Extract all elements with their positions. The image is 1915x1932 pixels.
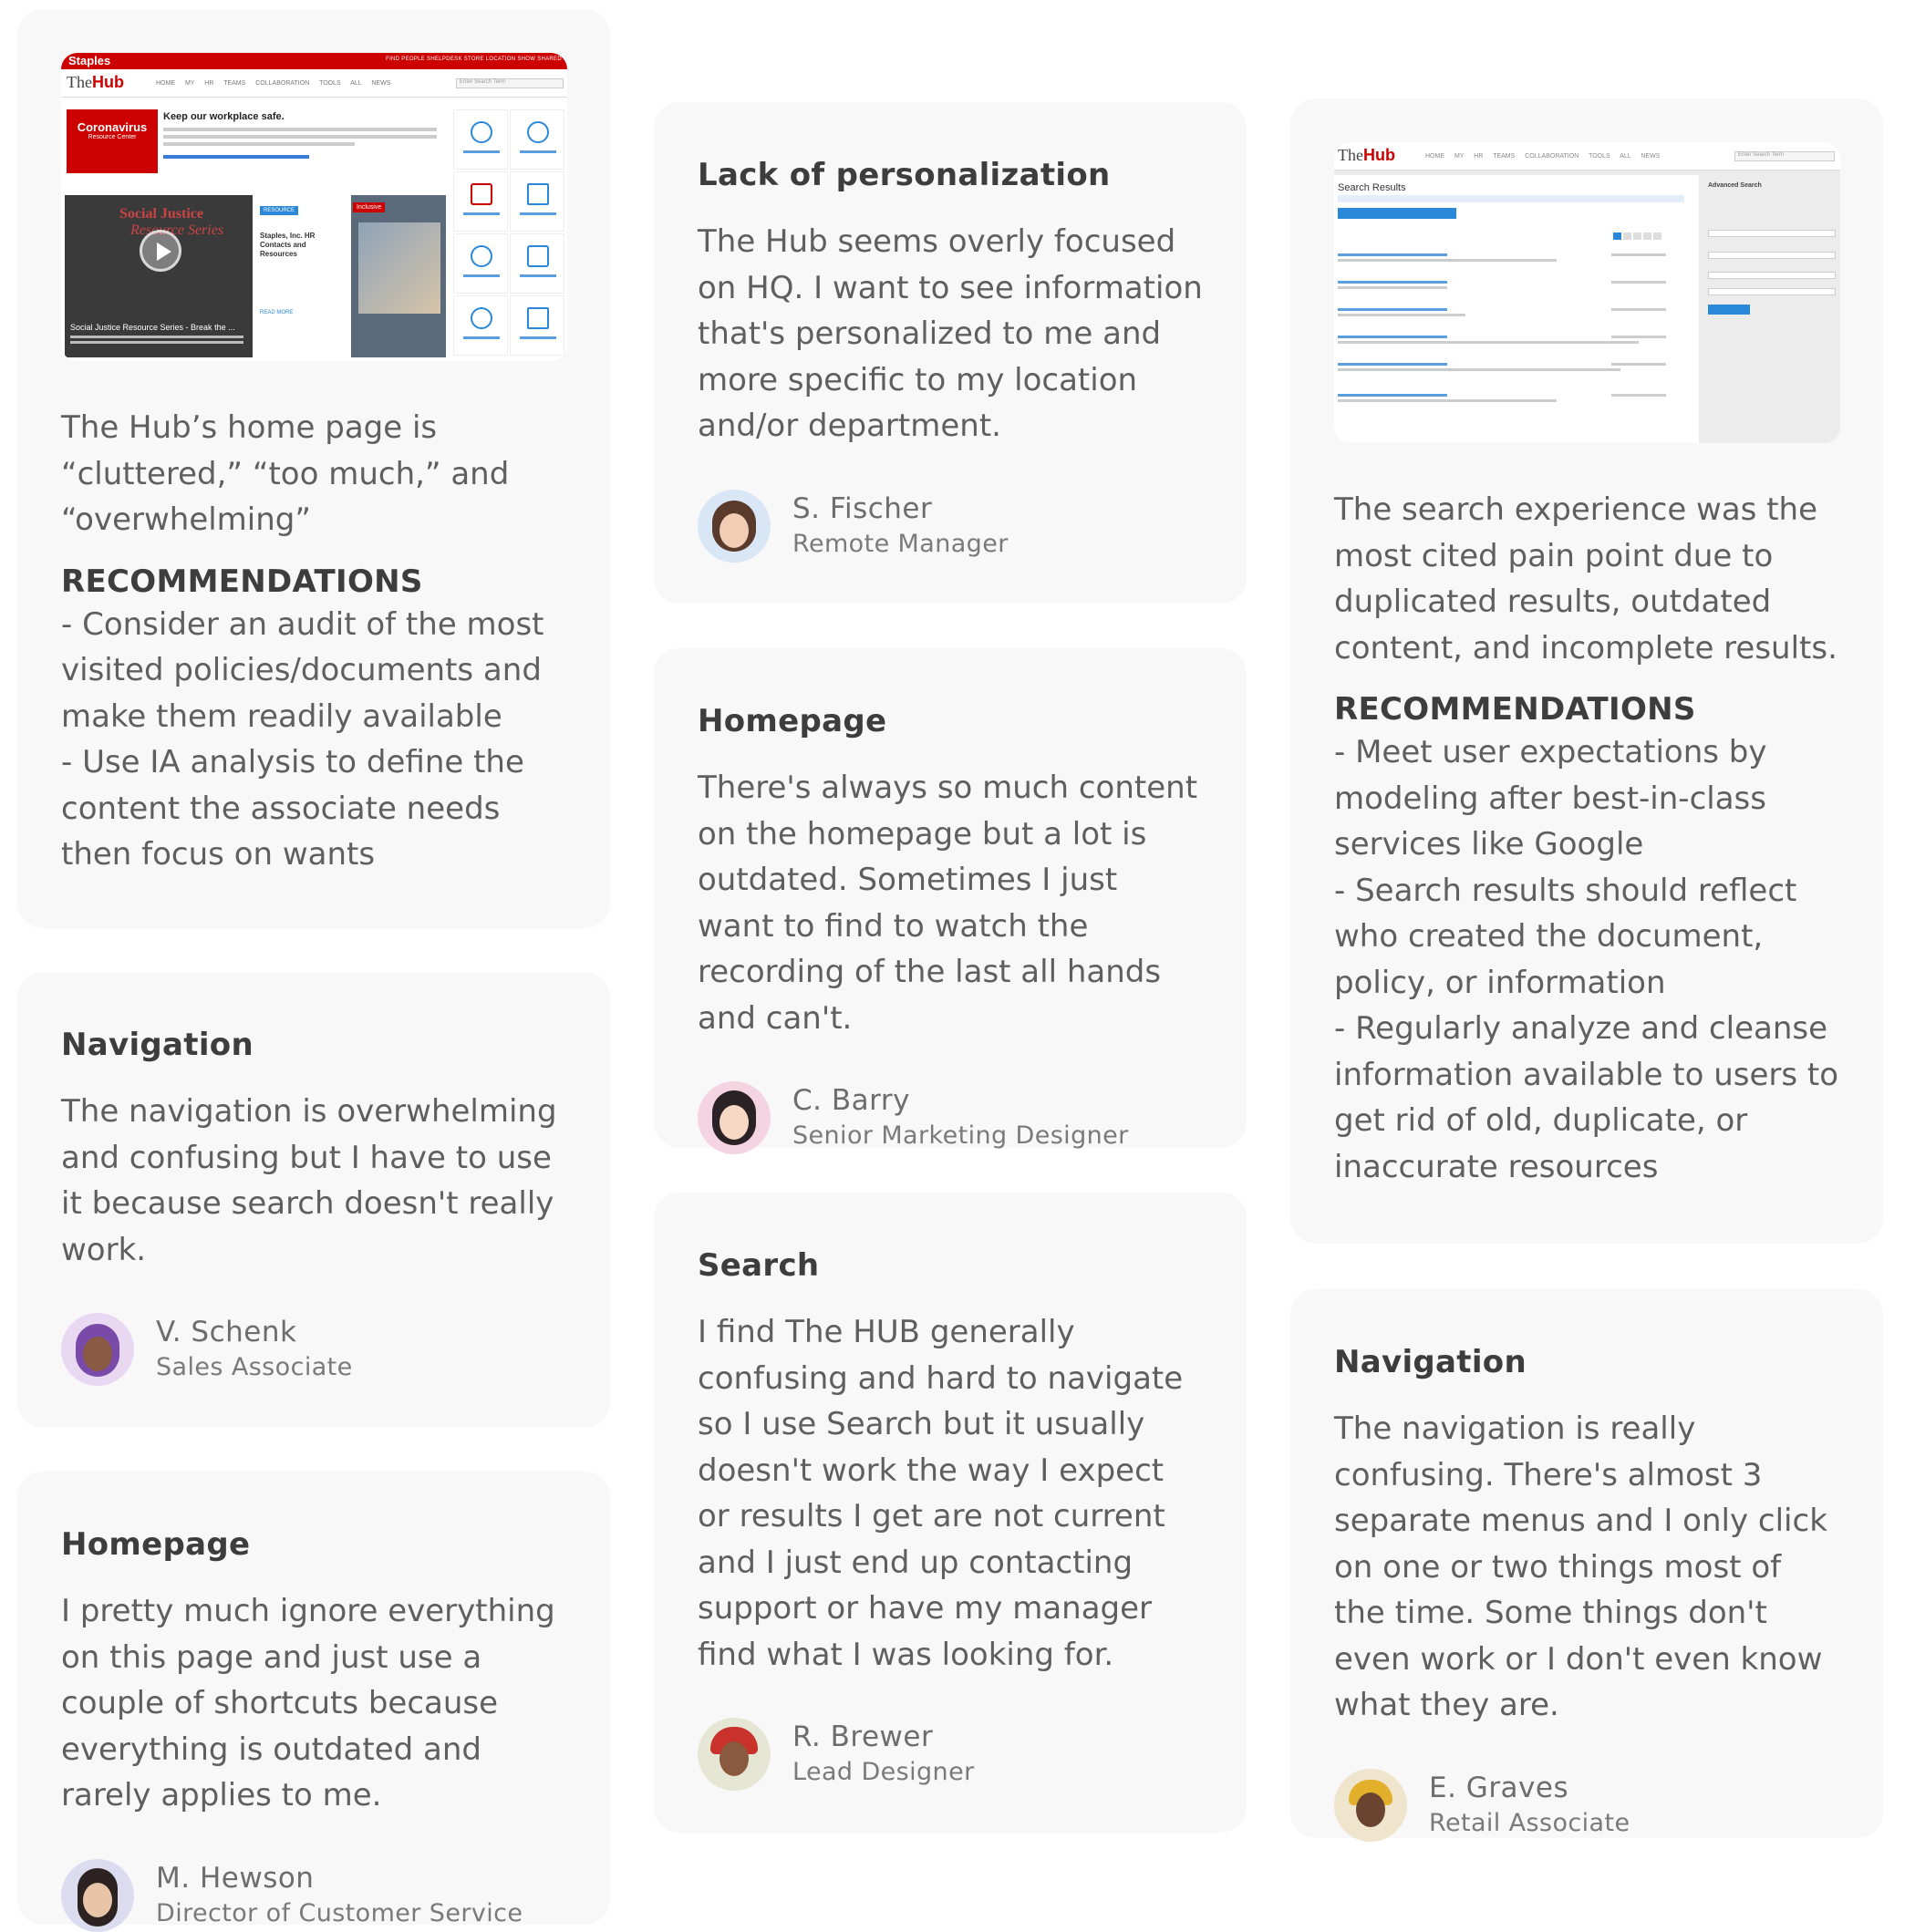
- avatar: [698, 490, 771, 563]
- hub-header: [1334, 142, 1840, 170]
- quote-card-search: [654, 1193, 1247, 1833]
- author: [698, 490, 1203, 563]
- topbar-links: FIND PEOPLE SHELPDESK STORE LOCATION SHOW SHARED: [386, 57, 562, 62]
- author-role: Director of Customer Service: [156, 1898, 523, 1927]
- user-quote: I pretty much ignore everything on this page and just use a couple of shortcuts because everything is outdated and rarely applies to me.: [61, 1593, 555, 1813]
- social-justice-video: Social Justice Resource Series Social Justice Resource Series - Break the ...: [65, 195, 253, 357]
- hr-resource-tile: RESOURCE Staples, Inc. HR Contacts and Resources READ MORE: [256, 195, 347, 357]
- recommendation-item: - Search results should reflect who created the document, policy, or information: [1334, 872, 1797, 1001]
- card-title: Homepage: [61, 1526, 251, 1563]
- staples-topbar: [61, 53, 567, 69]
- shortcut-grid: [453, 109, 567, 361]
- author: [698, 1718, 1203, 1791]
- recommendations-heading: RECOMMENDATIONS: [1334, 691, 1696, 728]
- avatar: [698, 1718, 771, 1791]
- user-quote: The Hub seems overly focused on HQ. I want to see information that's personalized to me and more specific to my location and/or department.: [698, 223, 1203, 444]
- user-quote: The navigation is really confusing. There's almost 3 separate menus and I only click on one or two things most of the time. Some things don't even work or I don't even know what they are.: [1334, 1410, 1827, 1723]
- quote-card-navigation: [17, 972, 610, 1428]
- quote-card-navigation-2: [1290, 1289, 1883, 1838]
- author-name: R. Brewer: [792, 1720, 934, 1753]
- recommendation-item: - Meet user expectations by modeling after best-in-class services like Google: [1334, 734, 1767, 863]
- author: [61, 1313, 566, 1386]
- avatar: [61, 1313, 134, 1386]
- user-quote: There's always so much content on the homepage but a lot is outdated. Sometimes I just want to find to watch the recording of the last all hands and can't.: [698, 770, 1198, 1037]
- hub-header: [61, 69, 567, 98]
- author-name: S. Fischer: [792, 491, 933, 525]
- search-results-title: Search Results: [1338, 182, 1406, 193]
- author-role: Retail Associate: [1429, 1808, 1630, 1837]
- workplace-safe-heading: Keep our workplace safe.: [163, 111, 285, 122]
- recommendation-item: - Use IA analysis to define the content the associate needs then focus on wants: [61, 744, 524, 873]
- avatar: [698, 1081, 771, 1154]
- author-role: Senior Marketing Designer: [792, 1121, 1129, 1150]
- hub-homepage-screenshot: [61, 53, 567, 361]
- recommendations-heading: RECOMMENDATIONS: [61, 563, 423, 600]
- hub-search-input: Enter Search Term: [1734, 151, 1835, 161]
- user-quote: The navigation is overwhelming and confusing but I have to use it because search doesn't really work.: [61, 1093, 557, 1268]
- author-name: V. Schenk: [156, 1316, 297, 1348]
- author-role: Lead Designer: [792, 1758, 975, 1786]
- recommendation-item: - Regularly analyze and cleanse information available to users to get rid of old, duplicate, or inaccurate resources: [1334, 1010, 1839, 1185]
- search-button: [1708, 305, 1750, 315]
- author: [698, 1081, 1203, 1154]
- author-name: M. Hewson: [156, 1861, 315, 1895]
- avatar: [1334, 1769, 1407, 1842]
- card-title: Navigation: [61, 1027, 254, 1063]
- quote-card-personalization: [654, 102, 1247, 604]
- advanced-search-title: Advanced Search: [1708, 182, 1762, 189]
- workplace-safe-text: [163, 128, 437, 150]
- author: [61, 1859, 566, 1932]
- hub-nav: HOME MY HR TEAMS COLLABORATION TOOLS ALL NEWS: [156, 80, 391, 87]
- hub-search-screenshot: [1334, 142, 1840, 443]
- resource-center-link: [163, 155, 309, 159]
- card-title: Search: [698, 1247, 820, 1284]
- card-title: Homepage: [698, 703, 887, 739]
- quote-card-homepage: [17, 1472, 610, 1925]
- result-pager: [1613, 226, 1668, 233]
- hub-nav: HOME MY HR TEAMS COLLABORATION TOOLS ALL NEWS: [1425, 153, 1661, 160]
- homepage-summary: The Hub’s home page is “cluttered,” “too much,” and “overwhelming”: [61, 409, 510, 538]
- search-summary: The search experience was the most cited pain point due to duplicated results, outdated content, and incomplete results.: [1334, 491, 1837, 666]
- quote-card-homepage-2: [654, 648, 1247, 1148]
- recommendation-item: - Consider an audit of the most visited policies/documents and make them readily available: [61, 605, 544, 735]
- inclusive-meetings-tile: Inclusive: [351, 195, 446, 357]
- author: [1334, 1769, 1839, 1842]
- staples-logo: Staples: [68, 54, 111, 67]
- result-tabs: [1338, 208, 1456, 219]
- card-title: Navigation: [1334, 1344, 1527, 1380]
- avatar: [61, 1859, 134, 1932]
- coronavirus-banner: Coronavirus Resource Center: [67, 109, 158, 173]
- hub-search-input: Enter Search Term: [456, 78, 564, 88]
- user-quote: I find The HUB generally confusing and hard to navigate so I use Search but it usually doesn't work the way I expect or results I get are not current and I just end up contacting support or have my manager find what I was looking for.: [698, 1314, 1184, 1673]
- hub-homepage-finding-card: [17, 9, 610, 928]
- search-results-panel: [1334, 175, 1699, 443]
- author-name: C. Barry: [792, 1084, 910, 1117]
- play-icon: [140, 230, 181, 272]
- hub-logo: TheHub: [1338, 146, 1395, 164]
- card-title: Lack of personalization: [698, 157, 1111, 193]
- advanced-search-panel: [1703, 175, 1840, 443]
- author-name: E. Graves: [1429, 1771, 1569, 1804]
- author-role: Remote Manager: [792, 529, 1009, 558]
- hub-logo: TheHub: [67, 73, 124, 91]
- author-role: Sales Associate: [156, 1353, 353, 1381]
- search-finding-card: [1290, 98, 1883, 1244]
